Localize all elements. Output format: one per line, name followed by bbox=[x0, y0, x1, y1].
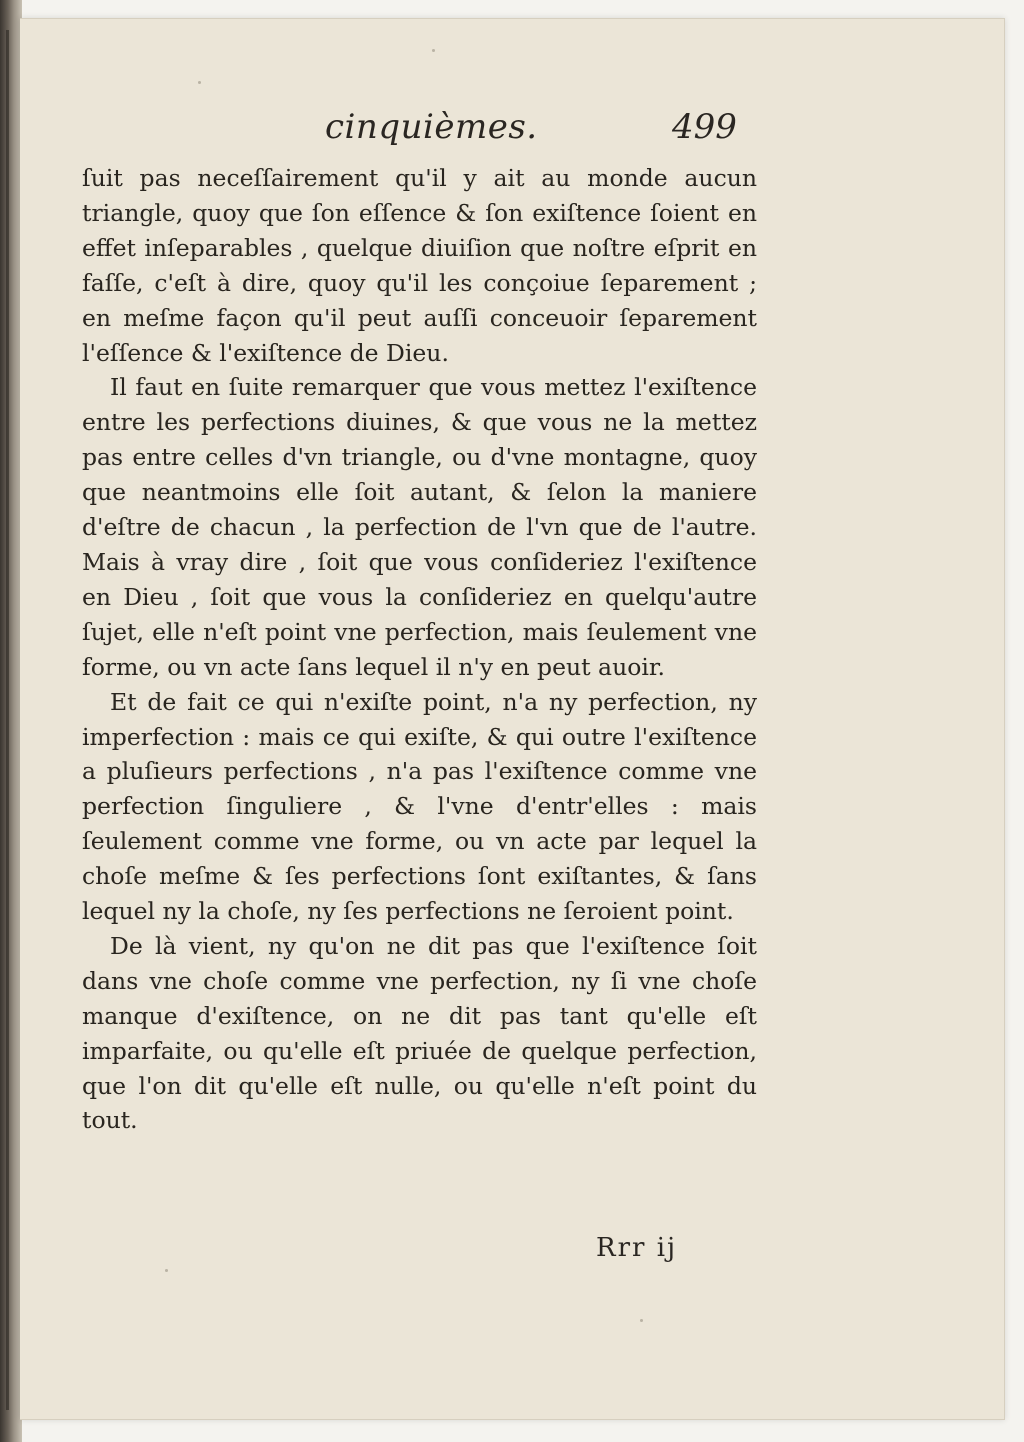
page-header bbox=[20, 97, 1004, 157]
paragraph: Il faut en ſuite remarquer que vous mettez l'exiſtence entre les perfections diuines, & que vous ne la mettez pas entre celles d'vn triangle, ou d'vne montagne, quoy que neantmoins elle ſoit autant, & ſelon la maniere d'eſtre de chacun , la perfection de l'vn que de l'autre. Mais à vray dire , ſoit que vous conſideriez l'exiſtence en Dieu , ſoit que vous la conſideriez en quelqu'autre ſujet, elle n'eſt point vne perfection, mais ſeulement vne forme, ou vn acte ſans lequel il n'y en peut auoir. bbox=[82, 373, 757, 681]
signature-mark: Rrr ij bbox=[596, 1233, 678, 1263]
paragraph-continued: ſuit pas neceſſairement qu'il y ait au monde aucun triangle, quoy que ſon eſſence & ſon exiſtence ſoient en effet inſeparables , quelque diuiſion que noſtre eſprit en faſſe, c'eſt à dire, quoy qu'il les conçoiue ſeparement ; en meſme façon qu'il peut auſſi conceuoir ſeparement l'eſſence & l'exiſtence de Dieu. bbox=[82, 164, 757, 367]
paper-speck bbox=[198, 81, 201, 84]
book-binding bbox=[0, 0, 22, 1442]
book-page bbox=[20, 18, 1005, 1420]
paragraph: De là vient, ny qu'on ne dit pas que l'exiſtence ſoit dans vne choſe comme vne perfection, ny ſi vne choſe manque d'exiſtence, on ne dit pas tant qu'elle eſt imparfaite, ou qu'elle eſt priuée de quelque perfection, que l'on dit qu'elle eſt nulle, ou qu'elle n'eſt point du tout. bbox=[82, 931, 757, 1135]
paper-speck bbox=[432, 49, 435, 52]
running-title: cinquièmes. bbox=[325, 107, 538, 147]
paper-speck bbox=[165, 1269, 168, 1272]
binding-shadow bbox=[6, 30, 9, 1410]
page-number: 499 bbox=[672, 107, 737, 147]
paper-speck bbox=[640, 1319, 643, 1322]
body-text bbox=[82, 161, 757, 1138]
paragraph: Et de fait ce qui n'exiſte point, n'a ny perfection, ny imperfection : mais ce qui exiſte, & qui outre l'exiſtence a pluſieurs perfections , n'a pas l'exiſtence comme vne perfection ſinguliere , & l'vne d'entr'elles : mais ſeulement comme vne forme, ou vn acte par lequel la choſe meſme & ſes perfections ſont exiſtantes, & ſans lequel ny la choſe, ny ſes perfections ne ſeroient point. bbox=[82, 687, 757, 926]
